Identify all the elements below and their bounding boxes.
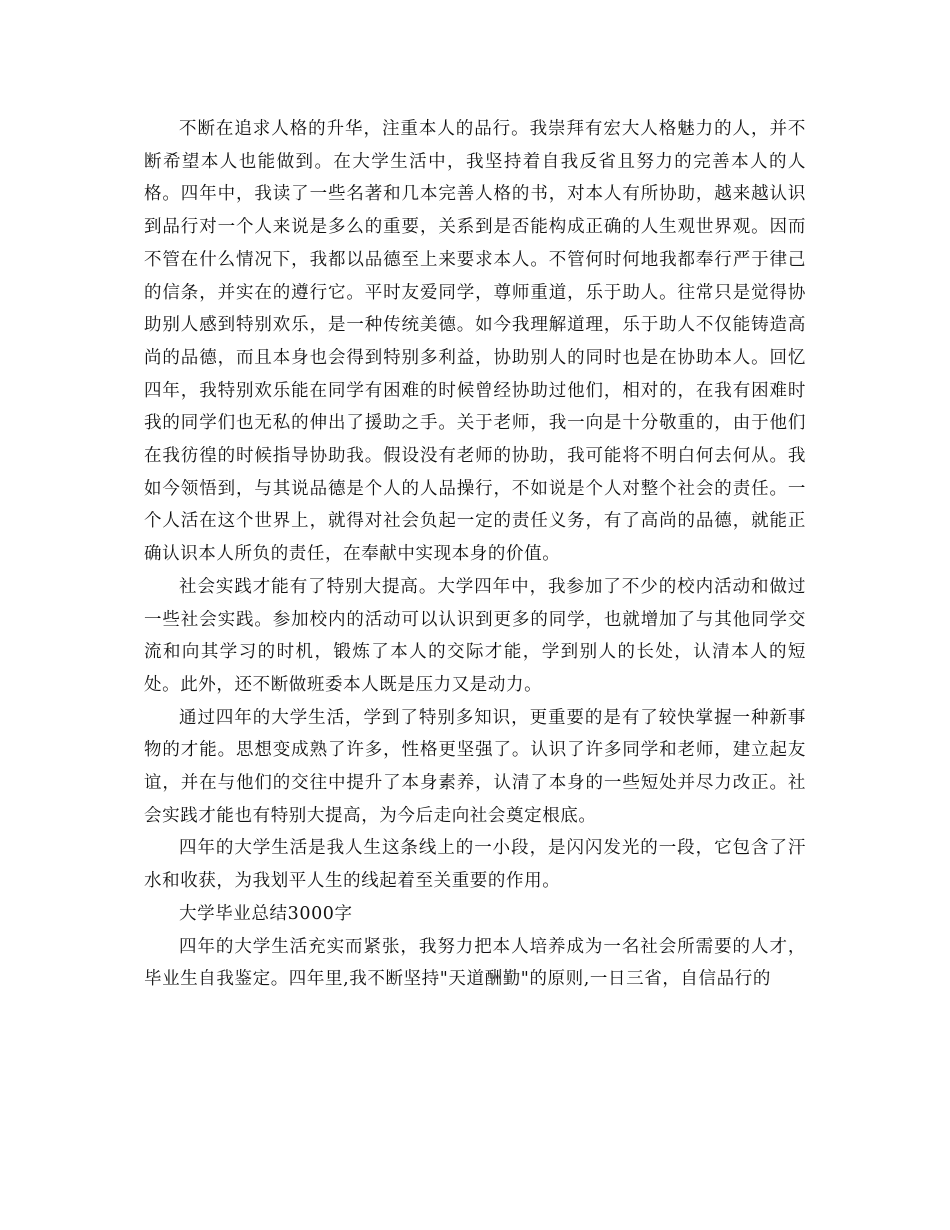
paragraph-social-practice: 社会实践才能有了特别大提高。大学四年中，我参加了不少的校内活动和做过一些社会实践。参加校内的活动可以认识到更多的同学，也就增加了与其他同学交流和向其学习的时机，锻炼了本人的交际才能，学到别人的长处，认清本人的短处。此外，还不断做班委本人既是压力又是动力。 (144, 576, 806, 695)
document-body (144, 113, 806, 996)
paragraph-character: 不断在追求人格的升华，注重本人的品行。我崇拜有宏大人格魅力的人，并不断希望本人也能做到。在大学生活中，我坚持着自我反省且努力的完善本人的人格。四年中，我读了一些名著和几本完善人格的书，对本人有所协助，越来越认识到品行对一个人来说是多么的重要，关系到是否能构成正确的人生观世界观。因而不管在什么情况下，我都以品德至上来要求本人。不管何时何地我都奉行严于律己的信条，并实在的遵行它。平时友爱同学，尊师重道，乐于助人。往常只是觉得协助别人感到特别欢乐，是一种传统美德。如今我理解道理，乐于助人不仅能铸造高尚的品德，而且本身也会得到特别多利益，协助别人的同时也是在协助本人。回忆四年，我特别欢乐能在同学有困难的时候曾经协助过他们，相对的，在我有困难时我的同学们也无私的伸出了援助之手。关于老师，我一向是十分敬重的，由于他们在我彷徨的时候指导协助我。假设没有老师的协助，我可能将不明白何去何从。我如今领悟到，与其说品德是个人的人品操行，不如说是个人对整个社会的责任。一个人活在这个世界上，就得对社会负起一定的责任义务，有了高尚的品德，就能正确认识本人所负的责任，在奉献中实现本身的价值。 (144, 119, 806, 565)
paragraph-self-assessment: 四年的大学生活充实而紧张，我努力把本人培养成为一名社会所需要的人才，毕业生自我鉴定。四年里,我不断坚持"天道酬勤"的原则,一日三省，自信品行的 (144, 936, 806, 990)
section-heading: 大学毕业总结3000字 (179, 903, 353, 924)
paragraph-life-line: 四年的大学生活是我人生这条线上的一小段，是闪闪发光的一段，它包含了汗水和收获，为我划平人生的线起着至关重要的作用。 (144, 838, 806, 892)
paragraph-four-years-summary: 通过四年的大学生活，学到了特别多知识，更重要的是有了较快掌握一种新事物的才能。思想变成熟了许多，性格更坚强了。认识了许多同学和老师，建立起友谊，并在与他们的交往中提升了本身素养，认清了本身的一些短处并尽力改正。社会实践才能也有特别大提高，为今后走向社会奠定根底。 (144, 707, 806, 826)
